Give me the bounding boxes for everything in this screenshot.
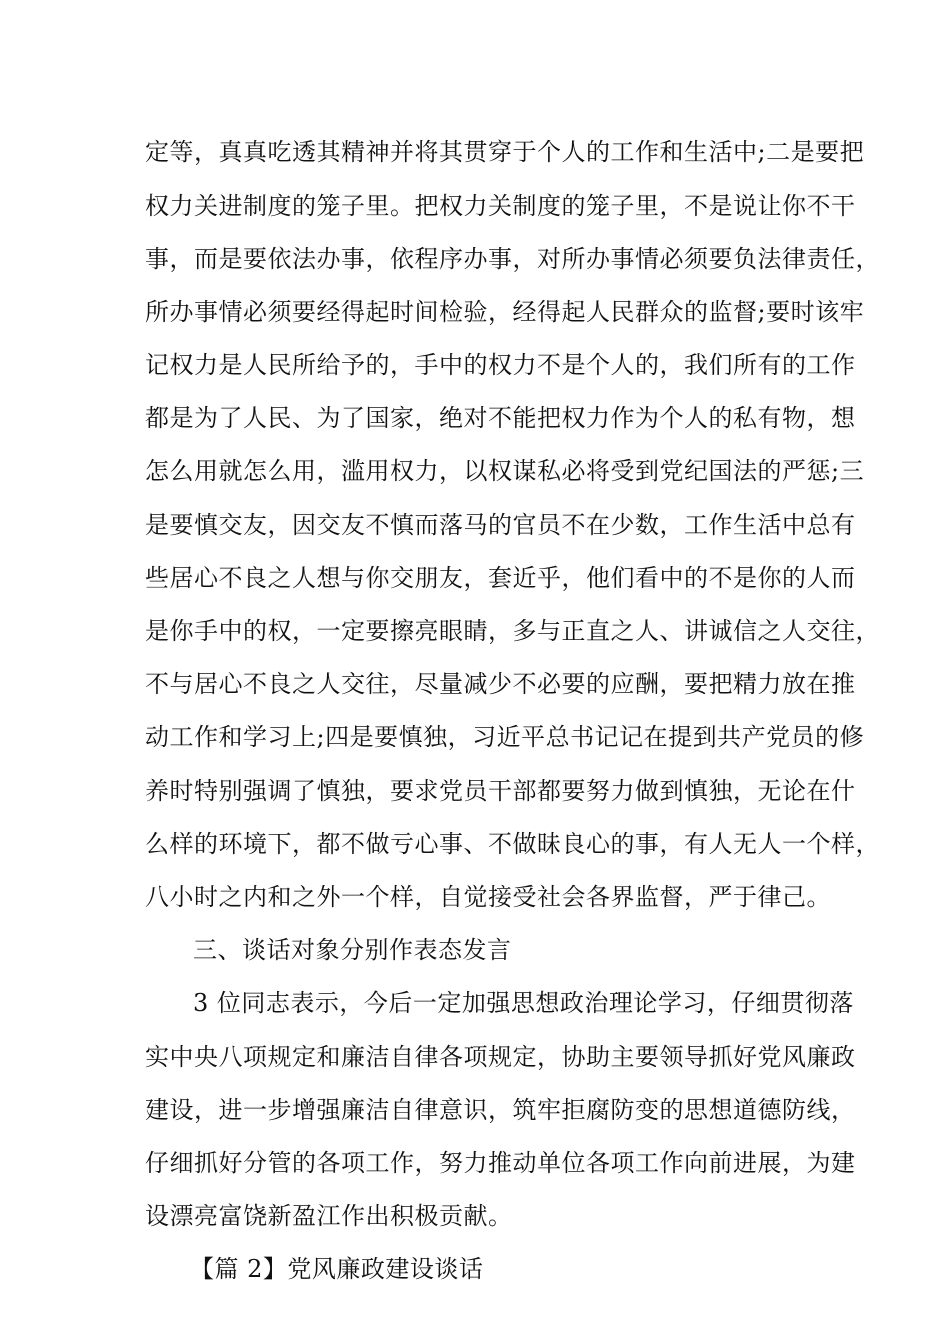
paragraph-1-line: 动工作和学习上;四是要慎独，习近平总书记记在提到共产党员的修 [145, 723, 865, 751]
paragraph-1-line: 所办事情必须要经得起时间检验，经得起人民群众的监督;要时该牢 [145, 298, 865, 326]
paragraph-1-line: 是你手中的权，一定要擦亮眼睛，多与正直之人、讲诚信之人交往， [145, 617, 880, 645]
paragraph-2-line: 设漂亮富饶新盈江作出积极贡献。 [145, 1202, 513, 1230]
paragraph-2-line: 仔细抓好分管的各项工作，努力推动单位各项工作向前进展，为建 [145, 1149, 856, 1177]
article-heading: 【篇 2】党风廉政建设谈话 [190, 1255, 484, 1283]
paragraph-2-line: 建设，进一步增强廉洁自律意识，筑牢拒腐防变的思想道德防线， [145, 1096, 856, 1124]
paragraph-1-line: 些居心不良之人想与你交朋友，套近乎，他们看中的不是你的人而 [145, 564, 856, 592]
paragraph-1-line: 八小时之内和之外一个样，自觉接受社会各界监督，严于律己。 [145, 883, 831, 911]
paragraph-1-line: 定等，真真吃透其精神并将其贯穿于个人的工作和生活中;二是要把 [145, 138, 865, 166]
section-heading: 三、谈话对象分别作表态发言 [193, 936, 512, 964]
paragraph-1-line: 是要慎交友，因交友不慎而落马的官员不在少数，工作生活中总有 [145, 511, 856, 539]
paragraph-1-line: 记权力是人民所给予的，手中的权力不是个人的，我们所有的工作 [145, 351, 856, 379]
paragraph-1-line: 事，而是要依法办事，依程序办事，对所办事情必须要负法律责任， [145, 245, 880, 273]
paragraph-1-line: 怎么用就怎么用，滥用权力，以权谋私必将受到党纪国法的严惩;三 [145, 457, 865, 485]
paragraph-1-line: 都是为了人民、为了国家，绝对不能把权力作为个人的私有物，想 [145, 404, 856, 432]
paragraph-2-line: 实中央八项规定和廉洁自律各项规定，协助主要领导抓好党风廉政 [145, 1043, 856, 1071]
paragraph-2-line: 3 位同志表示，今后一定加强思想政治理论学习，仔细贯彻落 [193, 989, 854, 1017]
paragraph-1-line: 权力关进制度的笼子里。把权力关制度的笼子里，不是说让你不干 [145, 192, 856, 220]
paragraph-1-line: 养时特别强调了慎独，要求党员干部都要努力做到慎独，无论在什 [145, 777, 856, 805]
paragraph-1-line: 不与居心不良之人交往，尽量减少不必要的应酬，要把精力放在推 [145, 670, 856, 698]
paragraph-1-line: 么样的环境下，都不做亏心事、不做昧良心的事，有人无人一个样， [145, 830, 880, 858]
